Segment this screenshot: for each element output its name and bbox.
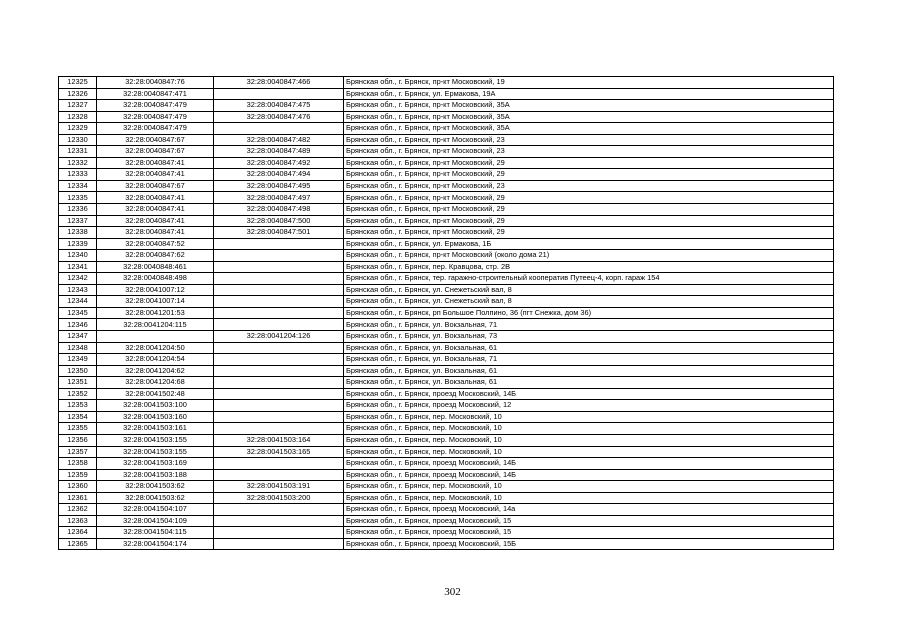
table-row — [59, 527, 834, 539]
row-number-cell: 12333 — [59, 169, 97, 181]
table-row — [59, 331, 834, 343]
cadastral-number-cell: 32:28:0040847:62 — [97, 250, 214, 262]
row-number-cell: 12330 — [59, 134, 97, 146]
object-number-cell: 32:28:0040847:497 — [214, 192, 344, 204]
cadastral-number-cell: 32:28:0040848:461 — [97, 261, 214, 273]
row-number-cell: 12329 — [59, 123, 97, 135]
address-cell: Брянская обл., г. Брянск, пр-кт Московский, 29 — [344, 169, 834, 181]
table-row — [59, 504, 834, 516]
cadastral-number-cell: 32:28:0041204:50 — [97, 342, 214, 354]
cadastral-number-cell: 32:28:0041201:53 — [97, 307, 214, 319]
cadastral-number-cell: 32:28:0040847:67 — [97, 146, 214, 158]
row-number-cell: 12365 — [59, 538, 97, 550]
cadastral-number-cell: 32:28:0040847:41 — [97, 157, 214, 169]
row-number-cell: 12354 — [59, 411, 97, 423]
address-cell: Брянская обл., г. Брянск, проезд Московский, 15Б — [344, 538, 834, 550]
cadastral-number-cell: 32:28:0040847:41 — [97, 192, 214, 204]
cadastral-number-cell: 32:28:0040847:41 — [97, 215, 214, 227]
cadastral-number-cell: 32:28:0041503:169 — [97, 458, 214, 470]
cadastral-number-cell: 32:28:0040847:479 — [97, 111, 214, 123]
address-cell: Брянская обл., г. Брянск, пр-кт Московский (около дома 21) — [344, 250, 834, 262]
object-number-cell — [214, 238, 344, 250]
cadastral-number-cell — [97, 331, 214, 343]
row-number-cell: 12355 — [59, 423, 97, 435]
address-cell: Брянская обл., г. Брянск, проезд Московский, 14Б — [344, 388, 834, 400]
cadastral-number-cell: 32:28:0040848:498 — [97, 273, 214, 285]
address-cell: Брянская обл., г. Брянск, ул. Снежетьский вал, 8 — [344, 284, 834, 296]
cadastral-number-cell: 32:28:0041504:115 — [97, 527, 214, 539]
object-number-cell — [214, 515, 344, 527]
object-number-cell: 32:28:0040847:482 — [214, 134, 344, 146]
cadastral-number-cell: 32:28:0041504:107 — [97, 504, 214, 516]
row-number-cell: 12327 — [59, 100, 97, 112]
cadastral-number-cell: 32:28:0041504:174 — [97, 538, 214, 550]
address-cell: Брянская обл., г. Брянск, ул. Вокзальная, 61 — [344, 377, 834, 389]
cadastral-number-cell: 32:28:0040847:67 — [97, 180, 214, 192]
object-number-cell: 32:28:0040847:492 — [214, 157, 344, 169]
cadastral-number-cell: 32:28:0041007:14 — [97, 296, 214, 308]
table-row — [59, 515, 834, 527]
address-cell: Брянская обл., г. Брянск, ул. Вокзальная, 73 — [344, 331, 834, 343]
object-number-cell: 32:28:0041204:126 — [214, 331, 344, 343]
table-row — [59, 169, 834, 181]
table-row — [59, 261, 834, 273]
address-cell: Брянская обл., г. Брянск, пр-кт Московский, 29 — [344, 192, 834, 204]
row-number-cell: 12361 — [59, 492, 97, 504]
address-cell: Брянская обл., г. Брянск, пр-кт Московский, 19 — [344, 77, 834, 89]
row-number-cell: 12351 — [59, 377, 97, 389]
object-number-cell — [214, 423, 344, 435]
row-number-cell: 12332 — [59, 157, 97, 169]
row-number-cell: 12357 — [59, 446, 97, 458]
address-cell: Брянская обл., г. Брянск, проезд Московский, 14а — [344, 504, 834, 516]
object-number-cell — [214, 411, 344, 423]
address-cell: Брянская обл., г. Брянск, ул. Снежетьский вал, 8 — [344, 296, 834, 308]
object-number-cell — [214, 538, 344, 550]
row-number-cell: 12343 — [59, 284, 97, 296]
row-number-cell: 12328 — [59, 111, 97, 123]
page-number: 302 — [444, 586, 461, 598]
object-number-cell: 32:28:0041503:191 — [214, 481, 344, 493]
object-number-cell: 32:28:0040847:501 — [214, 227, 344, 239]
address-cell: Брянская обл., г. Брянск, пр-кт Московский, 29 — [344, 215, 834, 227]
table-row — [59, 157, 834, 169]
object-number-cell — [214, 273, 344, 285]
table-row — [59, 446, 834, 458]
table-row — [59, 180, 834, 192]
row-number-cell: 12350 — [59, 365, 97, 377]
address-cell: Брянская обл., г. Брянск, проезд Московский, 15 — [344, 515, 834, 527]
row-number-cell: 12358 — [59, 458, 97, 470]
table-row — [59, 296, 834, 308]
address-cell: Брянская обл., г. Брянск, пр-кт Московский, 29 — [344, 227, 834, 239]
cadastral-number-cell: 32:28:0041504:109 — [97, 515, 214, 527]
cadastral-number-cell: 32:28:0041204:54 — [97, 354, 214, 366]
address-cell: Брянская обл., г. Брянск, проезд Московский, 15 — [344, 527, 834, 539]
object-number-cell — [214, 342, 344, 354]
address-cell: Брянская обл., г. Брянск, ул. Вокзальная, 71 — [344, 354, 834, 366]
cadastral-number-cell: 32:28:0041503:155 — [97, 434, 214, 446]
table-row — [59, 411, 834, 423]
object-number-cell — [214, 504, 344, 516]
object-number-cell — [214, 123, 344, 135]
table-row — [59, 377, 834, 389]
cadastral-number-cell: 32:28:0041204:62 — [97, 365, 214, 377]
address-cell: Брянская обл., г. Брянск, проезд Московский, 14Б — [344, 469, 834, 481]
row-number-cell: 12340 — [59, 250, 97, 262]
table-row — [59, 146, 834, 158]
address-cell: Брянская обл., г. Брянск, пер. Московский, 10 — [344, 434, 834, 446]
row-number-cell: 12345 — [59, 307, 97, 319]
row-number-cell: 12347 — [59, 331, 97, 343]
table-row — [59, 400, 834, 412]
table-row — [59, 481, 834, 493]
address-cell: Брянская обл., г. Брянск, ул. Вокзальная, 71 — [344, 319, 834, 331]
row-number-cell: 12353 — [59, 400, 97, 412]
table-row — [59, 77, 834, 89]
table-row — [59, 434, 834, 446]
row-number-cell: 12337 — [59, 215, 97, 227]
cadastral-number-cell: 32:28:0041503:188 — [97, 469, 214, 481]
address-cell: Брянская обл., г. Брянск, пр-кт Московский, 35А — [344, 111, 834, 123]
cadastral-number-cell: 32:28:0041503:155 — [97, 446, 214, 458]
object-number-cell — [214, 469, 344, 481]
table-row — [59, 458, 834, 470]
table-row — [59, 342, 834, 354]
table-row — [59, 134, 834, 146]
cadastral-number-cell: 32:28:0040847:76 — [97, 77, 214, 89]
address-cell: Брянская обл., г. Брянск, пр-кт Московский, 23 — [344, 180, 834, 192]
address-cell: Брянская обл., г. Брянск, тер. гаражно-строительный кооператив Путеец-4, корп. гараж 154 — [344, 273, 834, 285]
address-cell: Брянская обл., г. Брянск, пер. Кравцова, стр. 2В — [344, 261, 834, 273]
table-row — [59, 284, 834, 296]
row-number-cell: 12364 — [59, 527, 97, 539]
cadastral-number-cell: 32:28:0040847:41 — [97, 204, 214, 216]
object-number-cell — [214, 319, 344, 331]
address-cell: Брянская обл., г. Брянск, пер. Московский, 10 — [344, 423, 834, 435]
row-number-cell: 12346 — [59, 319, 97, 331]
address-cell: Брянская обл., г. Брянск, пер. Московский, 10 — [344, 411, 834, 423]
cadastral-number-cell: 32:28:0041007:12 — [97, 284, 214, 296]
table-row — [59, 319, 834, 331]
cadastral-table-body — [59, 77, 834, 550]
table-row — [59, 100, 834, 112]
address-cell: Брянская обл., г. Брянск, пер. Московский, 10 — [344, 446, 834, 458]
row-number-cell: 12363 — [59, 515, 97, 527]
object-number-cell: 32:28:0041503:200 — [214, 492, 344, 504]
cadastral-number-cell: 32:28:0041503:62 — [97, 492, 214, 504]
table-row — [59, 354, 834, 366]
row-number-cell: 12352 — [59, 388, 97, 400]
address-cell: Брянская обл., г. Брянск, пер. Московский, 10 — [344, 492, 834, 504]
cadastral-number-cell: 32:28:0041204:115 — [97, 319, 214, 331]
row-number-cell: 12349 — [59, 354, 97, 366]
table-row — [59, 538, 834, 550]
object-number-cell — [214, 296, 344, 308]
row-number-cell: 12342 — [59, 273, 97, 285]
row-number-cell: 12325 — [59, 77, 97, 89]
row-number-cell: 12348 — [59, 342, 97, 354]
object-number-cell: 32:28:0040847:494 — [214, 169, 344, 181]
table-row — [59, 388, 834, 400]
cadastral-number-cell: 32:28:0040847:41 — [97, 169, 214, 181]
table-row — [59, 204, 834, 216]
row-number-cell: 12336 — [59, 204, 97, 216]
object-number-cell: 32:28:0040847:500 — [214, 215, 344, 227]
object-number-cell — [214, 307, 344, 319]
object-number-cell: 32:28:0040847:476 — [214, 111, 344, 123]
table-row — [59, 365, 834, 377]
object-number-cell — [214, 365, 344, 377]
address-cell: Брянская обл., г. Брянск, проезд Московский, 14Б — [344, 458, 834, 470]
row-number-cell: 12344 — [59, 296, 97, 308]
row-number-cell: 12335 — [59, 192, 97, 204]
object-number-cell — [214, 388, 344, 400]
table-row — [59, 215, 834, 227]
cadastral-number-cell: 32:28:0040847:67 — [97, 134, 214, 146]
cadastral-table — [58, 76, 834, 550]
object-number-cell — [214, 458, 344, 470]
row-number-cell: 12360 — [59, 481, 97, 493]
address-cell: Брянская обл., г. Брянск, ул. Ермакова, 1Б — [344, 238, 834, 250]
table-row — [59, 492, 834, 504]
cadastral-number-cell: 32:28:0040847:41 — [97, 227, 214, 239]
row-number-cell: 12359 — [59, 469, 97, 481]
table-row — [59, 88, 834, 100]
cadastral-number-cell: 32:28:0040847:52 — [97, 238, 214, 250]
object-number-cell — [214, 527, 344, 539]
object-number-cell: 32:28:0040847:475 — [214, 100, 344, 112]
table-row — [59, 192, 834, 204]
row-number-cell: 12338 — [59, 227, 97, 239]
row-number-cell: 12331 — [59, 146, 97, 158]
cadastral-number-cell: 32:28:0041503:161 — [97, 423, 214, 435]
address-cell: Брянская обл., г. Брянск, ул. Ермакова, 19А — [344, 88, 834, 100]
row-number-cell: 12326 — [59, 88, 97, 100]
object-number-cell: 32:28:0040847:498 — [214, 204, 344, 216]
row-number-cell: 12334 — [59, 180, 97, 192]
address-cell: Брянская обл., г. Брянск, ул. Вокзальная, 61 — [344, 365, 834, 377]
row-number-cell: 12356 — [59, 434, 97, 446]
cadastral-number-cell: 32:28:0041503:160 — [97, 411, 214, 423]
object-number-cell — [214, 354, 344, 366]
cadastral-number-cell: 32:28:0041204:68 — [97, 377, 214, 389]
cadastral-number-cell: 32:28:0040847:479 — [97, 100, 214, 112]
table-row — [59, 227, 834, 239]
object-number-cell: 32:28:0040847:489 — [214, 146, 344, 158]
table-row — [59, 250, 834, 262]
cadastral-number-cell: 32:28:0040847:479 — [97, 123, 214, 135]
address-cell: Брянская обл., г. Брянск, рп Большое Полпино, 36 (пгт Снежка, дом 36) — [344, 307, 834, 319]
address-cell: Брянская обл., г. Брянск, ул. Вокзальная, 61 — [344, 342, 834, 354]
address-cell: Брянская обл., г. Брянск, пер. Московский, 10 — [344, 481, 834, 493]
cadastral-number-cell: 32:28:0041503:100 — [97, 400, 214, 412]
object-number-cell — [214, 88, 344, 100]
cadastral-number-cell: 32:28:0040847:471 — [97, 88, 214, 100]
row-number-cell: 12362 — [59, 504, 97, 516]
object-number-cell — [214, 400, 344, 412]
object-number-cell — [214, 377, 344, 389]
address-cell: Брянская обл., г. Брянск, пр-кт Московский, 23 — [344, 134, 834, 146]
table-row — [59, 111, 834, 123]
address-cell: Брянская обл., г. Брянск, пр-кт Московский, 35А — [344, 123, 834, 135]
address-cell: Брянская обл., г. Брянск, пр-кт Московский, 29 — [344, 204, 834, 216]
row-number-cell: 12339 — [59, 238, 97, 250]
table-row — [59, 238, 834, 250]
object-number-cell: 32:28:0040847:466 — [214, 77, 344, 89]
table-row — [59, 469, 834, 481]
object-number-cell: 32:28:0041503:165 — [214, 446, 344, 458]
table-row — [59, 123, 834, 135]
address-cell: Брянская обл., г. Брянск, пр-кт Московский, 29 — [344, 157, 834, 169]
table-row — [59, 307, 834, 319]
cadastral-number-cell: 32:28:0041502:48 — [97, 388, 214, 400]
object-number-cell — [214, 284, 344, 296]
table-row — [59, 273, 834, 285]
table-row — [59, 423, 834, 435]
row-number-cell: 12341 — [59, 261, 97, 273]
object-number-cell: 32:28:0041503:164 — [214, 434, 344, 446]
address-cell: Брянская обл., г. Брянск, пр-кт Московский, 23 — [344, 146, 834, 158]
object-number-cell — [214, 261, 344, 273]
object-number-cell: 32:28:0040847:495 — [214, 180, 344, 192]
address-cell: Брянская обл., г. Брянск, пр-кт Московский, 35А — [344, 100, 834, 112]
cadastral-number-cell: 32:28:0041503:62 — [97, 481, 214, 493]
address-cell: Брянская обл., г. Брянск, проезд Московский, 12 — [344, 400, 834, 412]
object-number-cell — [214, 250, 344, 262]
